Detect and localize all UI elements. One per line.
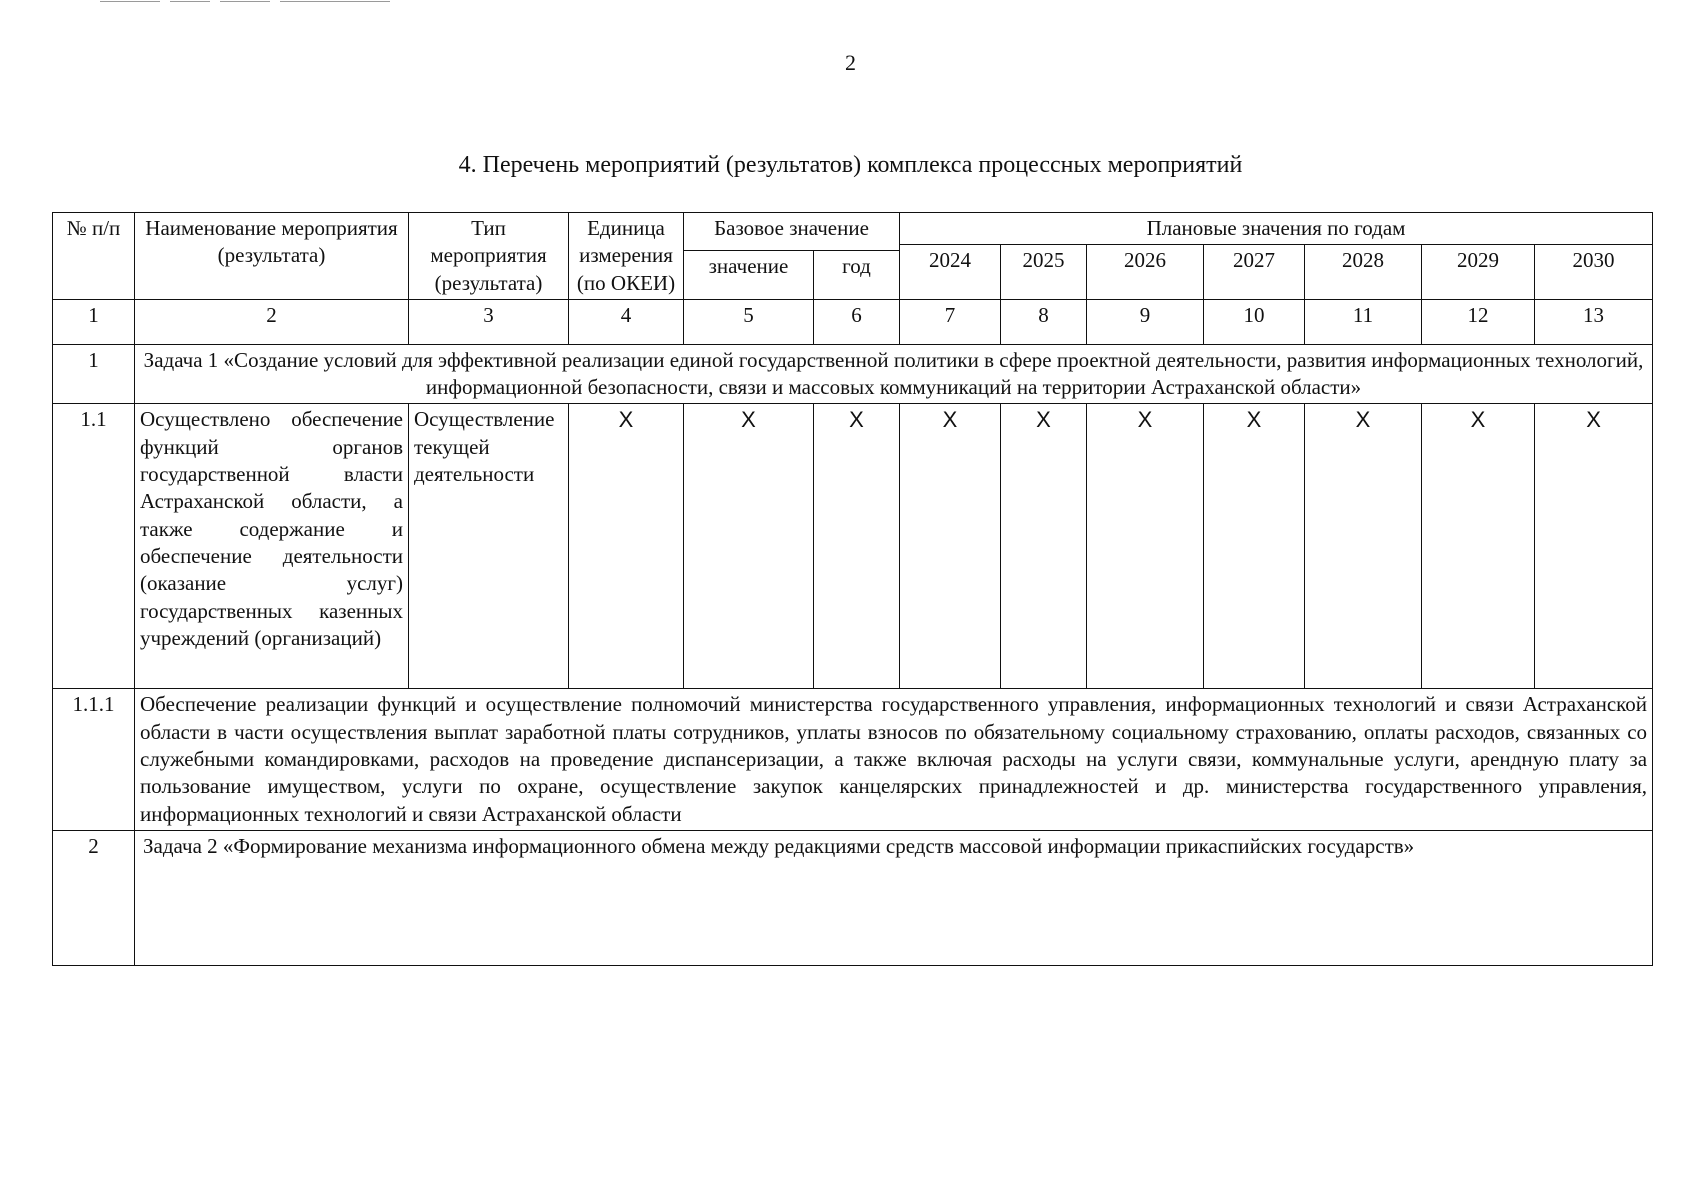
document-title: 4. Перечень мероприятий (результатов) комплекса процессных мероприятий	[458, 152, 1243, 178]
column-number: 9	[1087, 299, 1204, 344]
header-base-year: год	[814, 250, 900, 299]
column-number: 6	[814, 299, 900, 344]
header-year: 2026	[1087, 245, 1204, 300]
value-cell: Х	[1422, 404, 1535, 689]
column-number: 13	[1535, 299, 1653, 344]
value-cell: Х	[1204, 404, 1305, 689]
row-number: 1	[53, 344, 135, 404]
header-num: № п/п	[53, 213, 135, 300]
item-1-1-1-row	[53, 689, 1653, 830]
value-cell: Х	[1535, 404, 1653, 689]
header-plan: Плановые значения по годам	[900, 213, 1653, 245]
header-year: 2025	[1001, 245, 1087, 300]
value-cell: Х	[684, 404, 814, 689]
value-cell: Х	[1001, 404, 1087, 689]
column-number: 5	[684, 299, 814, 344]
item-name: Осуществлено обеспечение функций органов государственной власти Астраханской области, а также содержание и обеспечение деятельности (оказание услуг) государственных казенных учреждений (организаций)	[135, 404, 409, 689]
header-type: Тип мероприятия (результата)	[409, 213, 569, 300]
value-cell: Х	[1305, 404, 1422, 689]
header-year: 2029	[1422, 245, 1535, 300]
header-row-1	[53, 213, 1653, 245]
value-cell: Х	[1087, 404, 1204, 689]
task-1-row	[53, 344, 1653, 404]
row-number: 2	[53, 830, 135, 965]
task-1-text: Задача 1 «Создание условий для эффективной реализации единой государственной политики в сфере проектной деятельности, развития информационных технологий, информационной безопасности, связи и массовых коммуникаций на территории Астраханской области»	[135, 344, 1653, 404]
column-number: 8	[1001, 299, 1087, 344]
task-2-row	[53, 830, 1653, 965]
task-2-text: Задача 2 «Формирование механизма информационного обмена между редакциями средств массовой информации прикаспийских государств»	[135, 830, 1653, 965]
row-number: 1.1	[53, 404, 135, 689]
header-unit: Единица измерения (по ОКЕИ)	[569, 213, 684, 300]
scan-artifact	[100, 0, 400, 3]
column-number: 7	[900, 299, 1001, 344]
header-name: Наименование мероприятия (результата)	[135, 213, 409, 300]
item-1-1-row	[53, 404, 1653, 689]
page-number: 2	[845, 50, 856, 75]
column-number: 2	[135, 299, 409, 344]
column-number: 10	[1204, 299, 1305, 344]
header-year: 2030	[1535, 245, 1653, 300]
item-1-1-1-text: Обеспечение реализации функций и осуществление полномочий министерства государственного управления, информационных технологий и связи Астраханской области в части осуществления выплат заработной платы сотрудников, уплаты взносов по обязательному социальному страхованию, оплаты расходов, связанных со служебными командировками, расходов на проведение диспансеризации, а также включая расходы на услуги связи, коммунальные услуги, арендную плату за пользование имуществом, услуги по охране, осуществление закупок канцелярских принадлежностей и др. министерства государственного управления, информационных технологий и связи Астраханской области	[135, 689, 1653, 830]
column-number: 1	[53, 299, 135, 344]
header-year: 2028	[1305, 245, 1422, 300]
column-number: 3	[409, 299, 569, 344]
header-year: 2024	[900, 245, 1001, 300]
header-base: Базовое значение	[684, 213, 900, 251]
row-number: 1.1.1	[53, 689, 135, 830]
column-number-row	[53, 299, 1653, 344]
measures-table	[52, 212, 1653, 966]
value-cell: Х	[569, 404, 684, 689]
header-year: 2027	[1204, 245, 1305, 300]
column-number: 4	[569, 299, 684, 344]
column-number: 11	[1305, 299, 1422, 344]
value-cell: Х	[900, 404, 1001, 689]
column-number: 12	[1422, 299, 1535, 344]
item-type: Осуществление текущей деятельности	[409, 404, 569, 689]
value-cell: Х	[814, 404, 900, 689]
header-base-value: значение	[684, 250, 814, 299]
